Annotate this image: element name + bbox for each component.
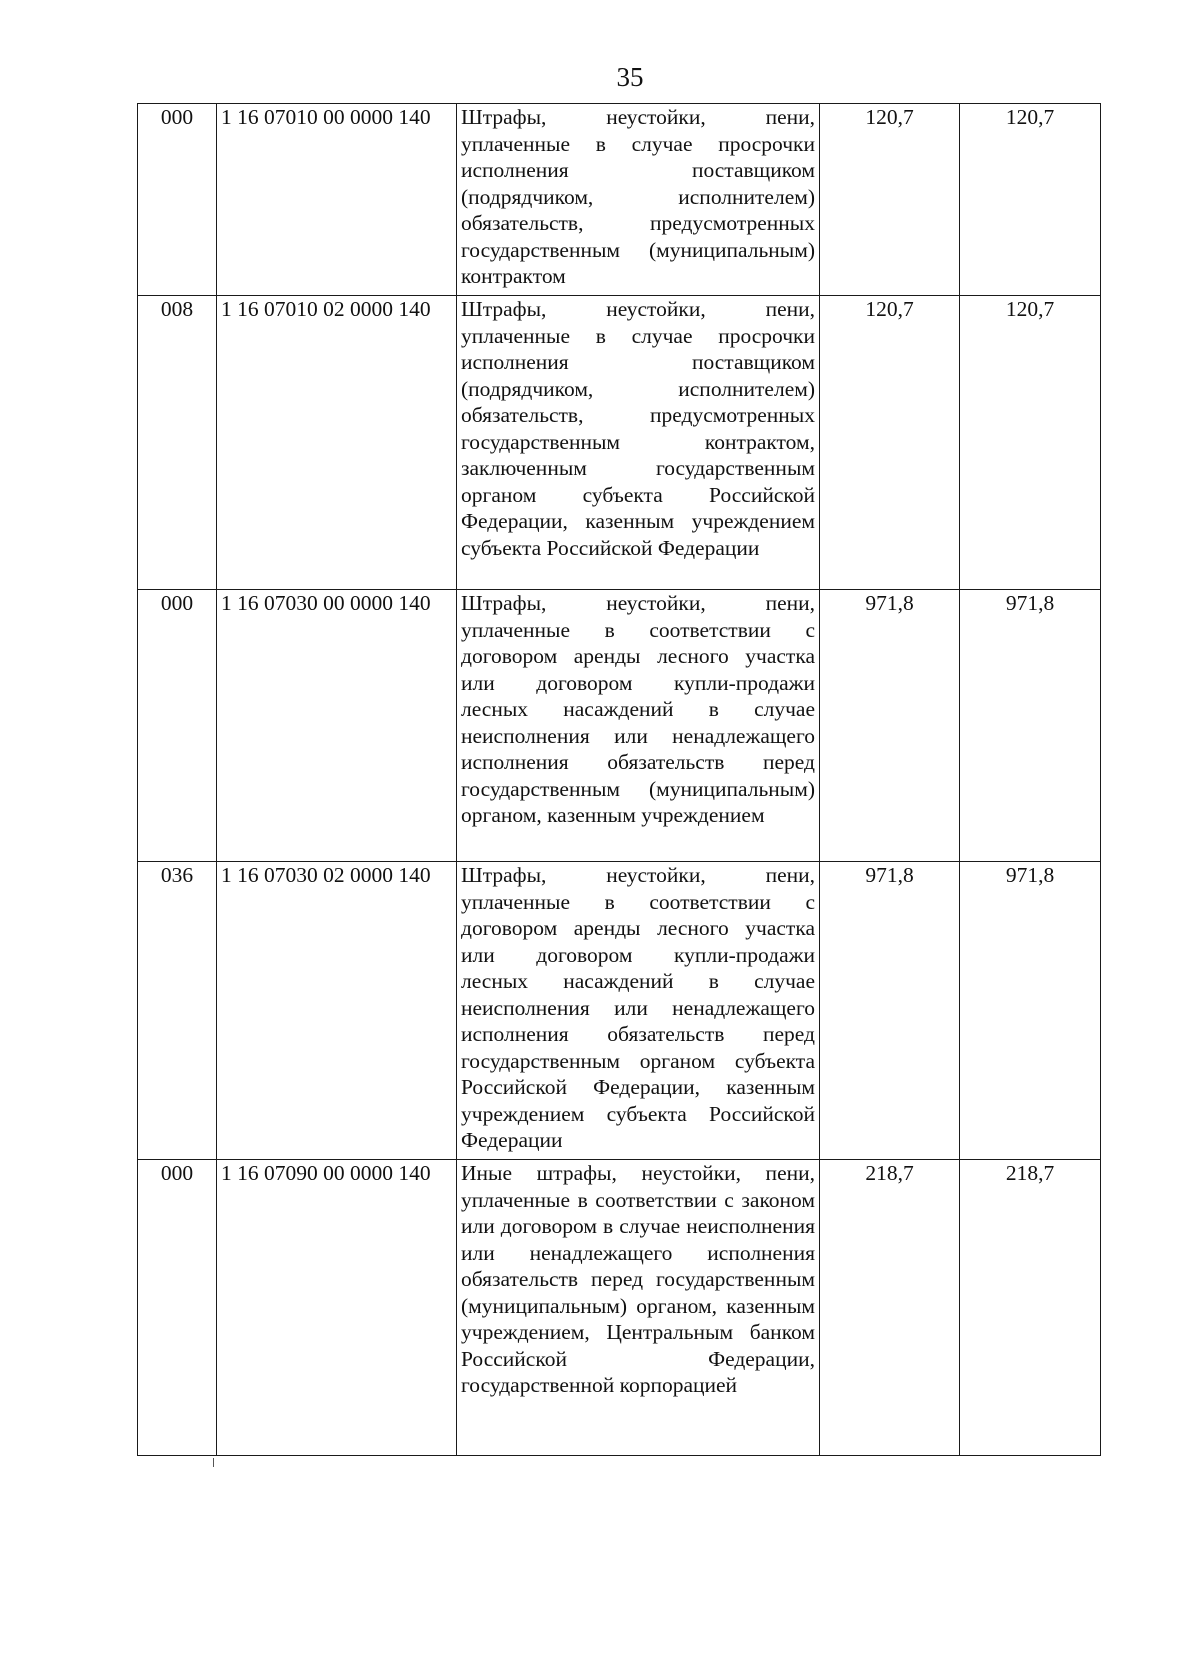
table-row [138,1160,1101,1456]
kbk-code-cell: 1 16 07030 00 0000 140 [217,590,457,862]
description-cell: Иные штрафы, неустойки, пени, уплаченные в соответствии с законом или договором в случае неисполнения или ненадлежащего исполнения обязательств перед государственным (муниципальным) органом, казенным учреждением, Центральным банком Российской Федерации, государственной корпорацией [457,1160,820,1456]
table-row [138,296,1101,590]
admin-code-cell: 000 [138,104,217,296]
admin-code-cell: 008 [138,296,217,590]
description-cell: Штрафы, неустойки, пени, уплаченные в случае просрочки исполнения поставщиком (подрядчиком, исполнителем) обязательств, предусмотренных государственным контрактом, заключенным государственным органом субъекта Российской Федерации, казенным учреждением субъекта Российской Федерации [457,296,820,590]
kbk-code-cell: 1 16 07010 00 0000 140 [217,104,457,296]
scan-artifact-mark [213,1458,214,1467]
amount-1-cell: 120,7 [820,104,960,296]
amount-1-cell: 218,7 [820,1160,960,1456]
description-cell: Штрафы, неустойки, пени, уплаченные в соответствии с договором аренды лесного участка или договором купли-продажи лесных насаждений в случае неисполнения или ненадлежащего исполнения обязательств перед государственным (муниципальным) органом, казенным учреждением [457,590,820,862]
table-row [138,590,1101,862]
amount-2-cell: 218,7 [960,1160,1101,1456]
amount-1-cell: 971,8 [820,590,960,862]
admin-code-cell: 000 [138,1160,217,1456]
description-cell: Штрафы, неустойки, пени, уплаченные в случае просрочки исполнения поставщиком (подрядчиком, исполнителем) обязательств, предусмотренных государственным (муниципальным) контрактом [457,104,820,296]
admin-code-cell: 036 [138,862,217,1160]
table-row [138,104,1101,296]
amount-2-cell: 120,7 [960,296,1101,590]
amount-1-cell: 120,7 [820,296,960,590]
kbk-code-cell: 1 16 07010 02 0000 140 [217,296,457,590]
admin-code-cell: 000 [138,590,217,862]
revenue-table [137,103,1101,1456]
amount-2-cell: 971,8 [960,590,1101,862]
page-number: 35 [616,62,644,92]
kbk-code-cell: 1 16 07030 02 0000 140 [217,862,457,1160]
table-row [138,862,1101,1160]
amount-2-cell: 120,7 [960,104,1101,296]
amount-1-cell: 971,8 [820,862,960,1160]
description-cell: Штрафы, неустойки, пени, уплаченные в соответствии с договором аренды лесного участка или договором купли-продажи лесных насаждений в случае неисполнения или ненадлежащего исполнения обязательств перед государственным органом субъекта Российской Федерации, казенным учреждением субъекта Российской Федерации [457,862,820,1160]
amount-2-cell: 971,8 [960,862,1101,1160]
kbk-code-cell: 1 16 07090 00 0000 140 [217,1160,457,1456]
